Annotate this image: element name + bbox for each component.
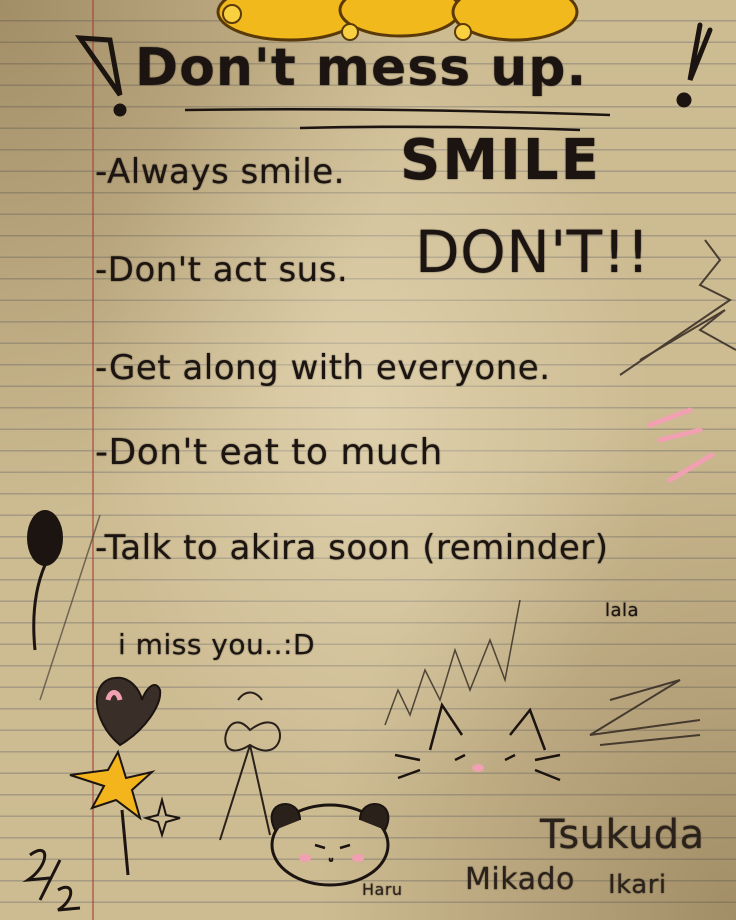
list-item-emphasis: SMILE	[400, 128, 601, 193]
heart-icon	[97, 678, 160, 745]
signature: Haru	[362, 880, 403, 899]
doodle-text: lala	[605, 600, 640, 621]
signature: Mikado	[465, 862, 575, 897]
note-title: Don't mess up.	[135, 38, 588, 98]
signature: Tsukuda	[540, 812, 705, 858]
list-item-text: -Don't act sus.	[95, 250, 349, 290]
list-item-emphasis: DON'T!!	[415, 218, 651, 286]
blush-marks	[650, 410, 712, 480]
star-icon	[70, 752, 152, 875]
title-underline	[185, 109, 610, 130]
aside-text: i miss you..:D	[118, 628, 316, 661]
list-item-text: -Always smile.	[95, 152, 345, 192]
balloon-doodle	[27, 510, 100, 700]
sparkle-icon	[146, 800, 180, 835]
list-item-text: -Talk to akira soon (reminder)	[95, 528, 609, 568]
flower-icon	[218, 0, 577, 40]
cat-face-icon	[385, 600, 560, 780]
list-item-text: -Get along with everyone.	[95, 348, 551, 388]
date-doodle	[28, 850, 80, 910]
list-item-text: -Don't eat to much	[95, 432, 443, 473]
scribble-doodle	[590, 240, 736, 745]
signature: Ikari	[608, 870, 667, 900]
dog-face-icon	[272, 804, 389, 885]
